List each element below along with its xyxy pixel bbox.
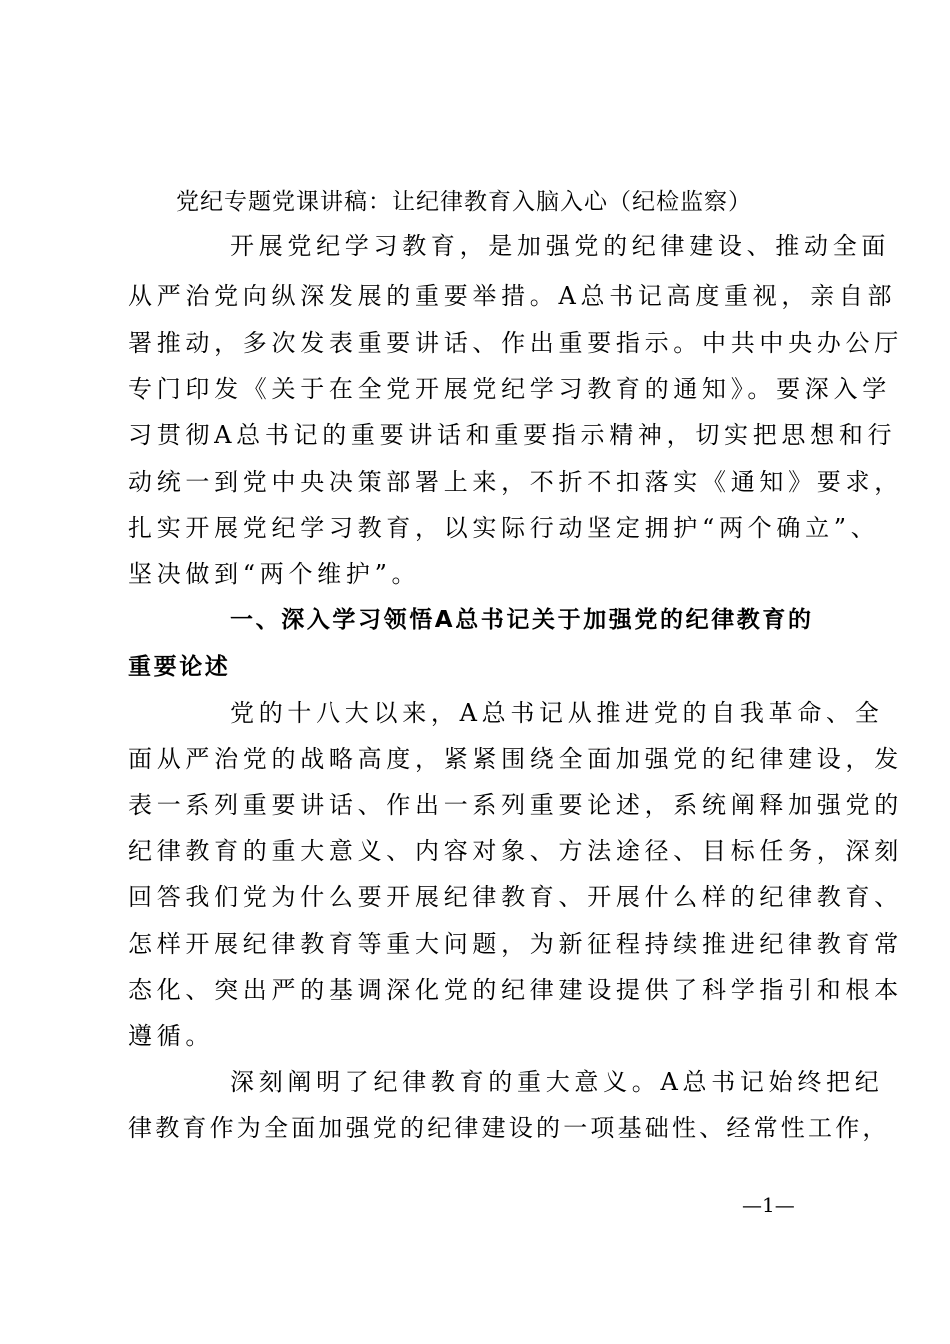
paragraph-1-line-6: 动统一到党中央决策部署上来，不折不扣落实《通知》要求， — [128, 468, 903, 496]
paragraph-2-line-7: 态化、突出严的基调深化党的纪律建设提供了科学指引和根本 — [128, 976, 903, 1004]
paragraph-2-line-3: 表一系列重要讲话、作出一系列重要论述，系统阐释加强党的 — [128, 791, 903, 819]
page-number: —1— — [742, 1193, 795, 1217]
paragraph-3-line-2: 律教育作为全面加强党的纪律建设的一项基础性、经常性工作， — [128, 1114, 890, 1142]
paragraph-1-line-3: 署推动，多次发表重要讲话、作出重要指示。中共中央办公厅 — [128, 329, 903, 357]
paragraph-1-line-4: 专门印发《关于在全党开展党纪学习教育的通知》。要深入学 — [128, 375, 891, 403]
paragraph-2-line-6: 怎样开展纪律教育等重大问题，为新征程持续推进纪律教育常 — [128, 930, 903, 958]
paragraph-1-line-7: 扎实开展党纪学习教育，以实际行动坚定拥护“两个确立”、 — [128, 514, 880, 542]
paragraph-2-line-8: 遵循。 — [128, 1022, 215, 1050]
section-heading-1-line-1: 一、深入学习领悟A总书记关于加强党的纪律教育的 — [230, 607, 814, 633]
paragraph-2-line-5: 回答我们党为什么要开展纪律教育、开展什么样的纪律教育、 — [128, 883, 903, 911]
section-heading-1-line-2: 重要论述 — [128, 654, 231, 680]
paragraph-2-line-1: 党的十八大以来，A总书记从推进党的自我革命、全 — [230, 699, 884, 727]
paragraph-3-line-1: 深刻阐明了纪律教育的重大意义。A总书记始终把纪 — [230, 1068, 884, 1096]
paragraph-2-line-2: 面从严治党的战略高度，紧紧围绕全面加强党的纪律建设，发 — [128, 745, 903, 773]
paragraph-1-line-2: 从严治党向纵深发展的重要举措。A总书记高度重视，亲自部 — [128, 282, 897, 310]
paragraph-1-line-1: 开展党纪学习教育，是加强党的纪律建设、推动全面 — [230, 232, 891, 260]
document-title: 党纪专题党课讲稿：让纪律教育入脑入心（纪检监察） — [176, 189, 752, 215]
paragraph-1-line-8: 坚决做到“两个维护”。 — [128, 560, 421, 588]
paragraph-1-line-5: 习贯彻A总书记的重要讲话和重要指示精神，切实把思想和行 — [128, 421, 897, 449]
paragraph-2-line-4: 纪律教育的重大意义、内容对象、方法途径、目标任务，深刻 — [128, 837, 903, 865]
